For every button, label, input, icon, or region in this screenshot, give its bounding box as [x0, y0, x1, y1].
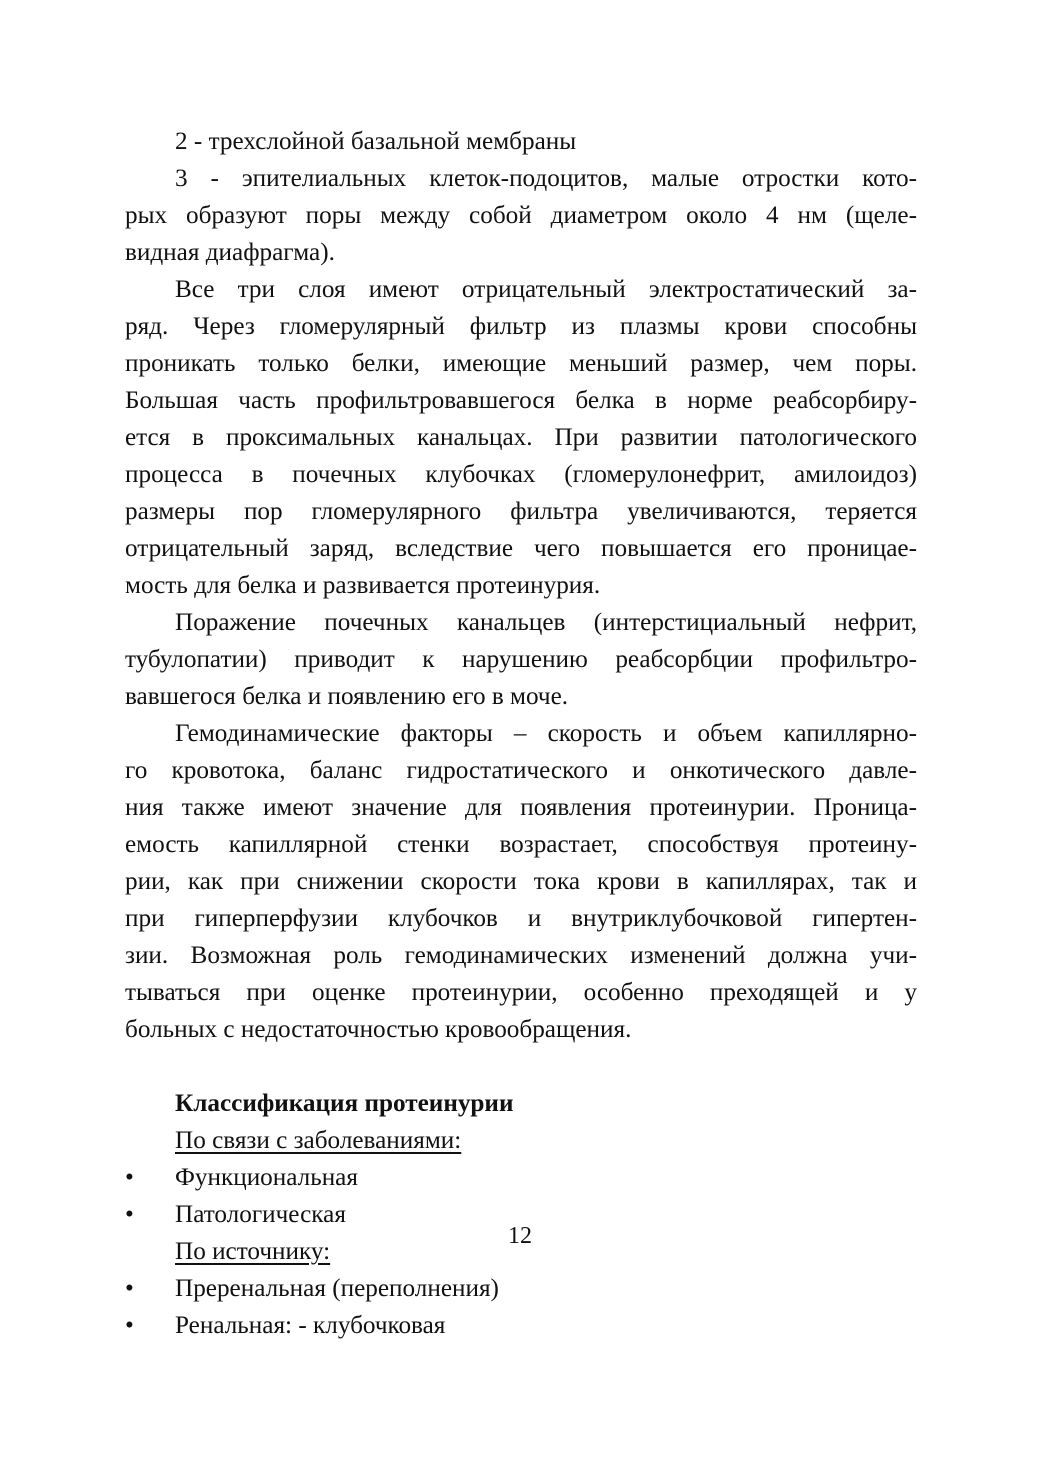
group-label-text: По связи с заболеваниями: — [175, 1127, 462, 1154]
text-line: тываться при оценке протеинурии, особенно преходящей и у — [125, 979, 917, 1006]
text-line: зии. Возможная роль гемодинамических изменений должна учи- — [125, 942, 917, 969]
list-item — [125, 1159, 917, 1196]
text-line: ряд. Через гломерулярный фильтр из плазмы крови способны — [125, 313, 917, 340]
bullet-icon: • — [125, 1312, 134, 1339]
section-spacer — [125, 1048, 917, 1085]
bullet-icon: • — [125, 1164, 134, 1191]
list-item — [125, 1307, 917, 1344]
text-line: Большая часть профильтровавшегося белка в норме реабсорбиру- — [125, 387, 917, 414]
text-line: больных с недостаточностью кровообращения. — [125, 1016, 632, 1043]
text-line: вавшегося белка и появлению его в моче. — [125, 683, 569, 710]
page-number: 12 — [508, 1223, 532, 1249]
text-line: Все три слоя имеют отрицательный электростатический за- — [175, 276, 917, 303]
list-item — [125, 1270, 917, 1307]
page-body — [125, 123, 917, 1344]
classification-section — [125, 1085, 917, 1344]
text-line: проникать только белки, имеющие меньший размер, чем поры. — [125, 350, 917, 377]
paragraph-tubules — [125, 604, 917, 715]
list-item-label: Ренальная: - клубочковая — [175, 1312, 446, 1339]
section-heading: Классификация протеинурии — [175, 1090, 514, 1117]
list-item-label: Патологическая — [175, 1201, 346, 1228]
text-line: процесса в почечных клубочках (гломерулонефрит, амилоидоз) — [125, 461, 917, 488]
text-line: рии, как при снижении скорости тока крови в капиллярах, так и — [125, 868, 917, 895]
text-line: Гемодинамические факторы – скорость и объем капиллярно- — [175, 720, 917, 747]
text-line: мость для белка и развивается протеинурия. — [125, 572, 601, 599]
list-item-label: Функциональная — [175, 1164, 358, 1191]
group-label-by-disease — [125, 1122, 917, 1159]
text-line: при гиперперфузии клубочков и внутриклубочковой гипертен- — [125, 905, 917, 932]
paragraph-hemodynamics — [125, 715, 917, 1048]
group-label-text: По источнику: — [175, 1238, 331, 1265]
list-item-label: Преренальная (переполнения) — [175, 1275, 499, 1302]
paragraph-item-2 — [125, 123, 917, 160]
text-line: Поражение почечных канальцев (интерстициальный нефрит, — [175, 609, 917, 636]
paragraph-charge — [125, 271, 917, 604]
text-line: 3 - эпителиальных клеток-подоцитов, малые отростки кото- — [175, 165, 917, 192]
text-line: тубулопатии) приводит к нарушению реабсорбции профильтро- — [125, 646, 917, 673]
paragraph-item-3 — [125, 160, 917, 271]
text-line: размеры пор гломерулярного фильтра увеличиваются, теряется — [125, 498, 917, 525]
text-line: ния также имеют значение для появления протеинурии. Проница- — [125, 794, 917, 821]
text-line: видная диафрагма). — [125, 239, 335, 266]
text-line: ется в проксимальных канальцах. При развитии патологического — [125, 424, 917, 451]
bullet-icon: • — [125, 1275, 134, 1302]
text-line: го кровотока, баланс гидростатического и онкотического давле- — [125, 757, 917, 784]
text-line: емость капиллярной стенки возрастает, способствуя протеину- — [125, 831, 917, 858]
text-line: рых образуют поры между собой диаметром около 4 нм (щеле- — [125, 202, 917, 229]
bullet-icon: • — [125, 1201, 134, 1228]
text-line: 2 - трехслойной базальной мембраны — [175, 128, 577, 155]
text-line: отрицательный заряд, вследствие чего повышается его проницае- — [125, 535, 917, 562]
